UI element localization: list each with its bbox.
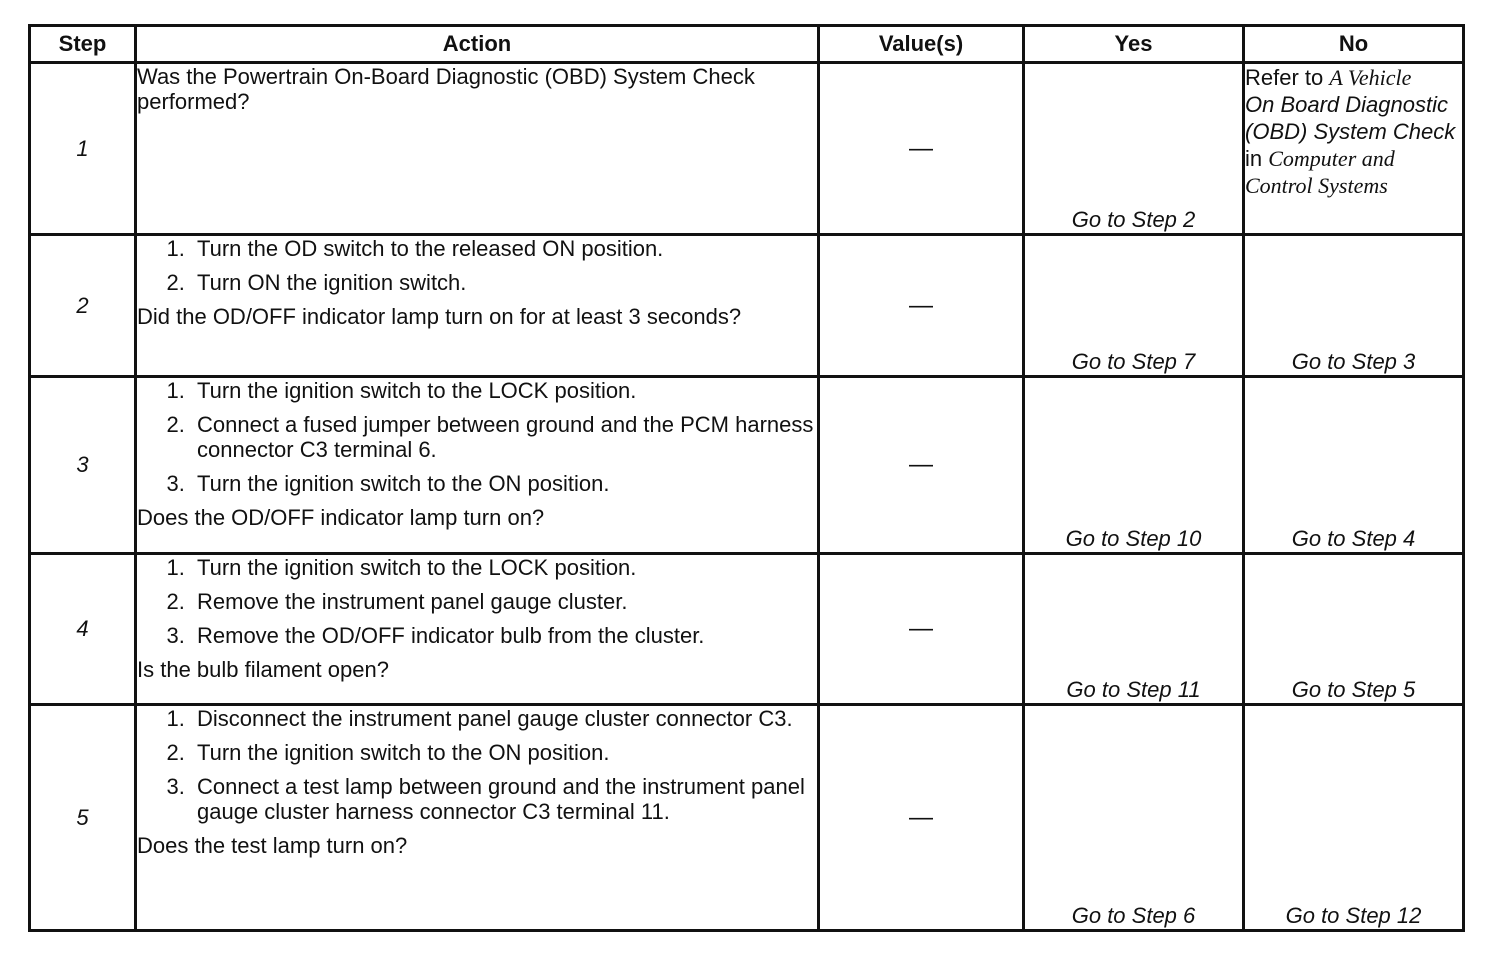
yes-result: Go to Step 10 [1024, 377, 1244, 554]
table-row [30, 235, 1464, 377]
no-result: Go to Step 3 [1244, 235, 1464, 377]
no-result: Go to Step 4 [1244, 377, 1464, 554]
header-row [30, 26, 1464, 63]
no-ref-mid: in [1245, 146, 1269, 171]
header-no: No [1244, 26, 1464, 63]
question-text: Did the OD/OFF indicator lamp turn on for at least 3 seconds? [137, 304, 742, 329]
yes-result: Go to Step 11 [1024, 554, 1244, 705]
action-cell [136, 377, 819, 554]
question-text: Does the OD/OFF indicator lamp turn on? [137, 505, 545, 530]
substep-item: 3. Turn the ignition switch to the ON position. [191, 471, 817, 496]
yes-result: Go to Step 7 [1024, 235, 1244, 377]
value-cell: — [819, 554, 1024, 705]
action-cell [136, 63, 819, 235]
table-row [30, 705, 1464, 931]
no-reference [1244, 63, 1464, 235]
doc-link-part1[interactable]: A Vehicle [1329, 65, 1412, 90]
no-result: Go to Step 12 [1244, 705, 1464, 931]
value-cell: — [819, 235, 1024, 377]
doc-link-part2[interactable]: On Board Diagnostic (OBD) System Check [1245, 92, 1456, 144]
action-cell [136, 705, 819, 931]
substep-list [137, 706, 817, 824]
substep-list [137, 378, 817, 496]
table-row [30, 63, 1464, 235]
question-text: Was the Powertrain On-Board Diagnostic (OBD) System Check performed? [137, 64, 755, 114]
substep-item: 3. Remove the OD/OFF indicator bulb from the cluster. [191, 623, 817, 648]
substep-item: 1. Disconnect the instrument panel gauge cluster connector C3. [191, 706, 817, 731]
header-step: Step [30, 26, 136, 63]
substep-item: 2. Turn the ignition switch to the ON position. [191, 740, 817, 765]
question-text: Is the bulb filament open? [137, 657, 389, 682]
no-result: Go to Step 5 [1244, 554, 1464, 705]
substep-item: 1. Turn the ignition switch to the LOCK position. [191, 555, 817, 580]
value-cell: — [819, 705, 1024, 931]
value-cell: — [819, 377, 1024, 554]
step-number: 4 [30, 554, 136, 705]
action-cell [136, 554, 819, 705]
doc-link-manual[interactable]: Computer and Control Systems [1245, 146, 1395, 198]
table-row [30, 377, 1464, 554]
substep-item: 1. Turn the OD switch to the released ON position. [191, 236, 817, 261]
substep-item: 2. Remove the instrument panel gauge cluster. [191, 589, 817, 614]
header-values: Value(s) [819, 26, 1024, 63]
value-cell: — [819, 63, 1024, 235]
step-number: 1 [30, 63, 136, 235]
substep-list [137, 555, 817, 648]
substep-item: 1. Turn the ignition switch to the LOCK position. [191, 378, 817, 403]
table-row [30, 554, 1464, 705]
header-yes: Yes [1024, 26, 1244, 63]
step-number: 2 [30, 235, 136, 377]
yes-result: Go to Step 6 [1024, 705, 1244, 931]
step-number: 5 [30, 705, 136, 931]
substep-item: 3. Connect a test lamp between ground and the instrument panel gauge cluster harness connector C3 terminal 11. [191, 774, 817, 824]
question-text: Does the test lamp turn on? [137, 833, 408, 858]
substep-item: 2. Turn ON the ignition switch. [191, 270, 817, 295]
substep-list [137, 236, 817, 295]
yes-result: Go to Step 2 [1024, 63, 1244, 235]
diagnostic-table [28, 24, 1465, 932]
header-action: Action [136, 26, 819, 63]
action-cell [136, 235, 819, 377]
step-number: 3 [30, 377, 136, 554]
no-ref-prefix: Refer to [1245, 65, 1330, 90]
substep-item: 2. Connect a fused jumper between ground and the PCM harness connector C3 terminal 6. [191, 412, 817, 462]
